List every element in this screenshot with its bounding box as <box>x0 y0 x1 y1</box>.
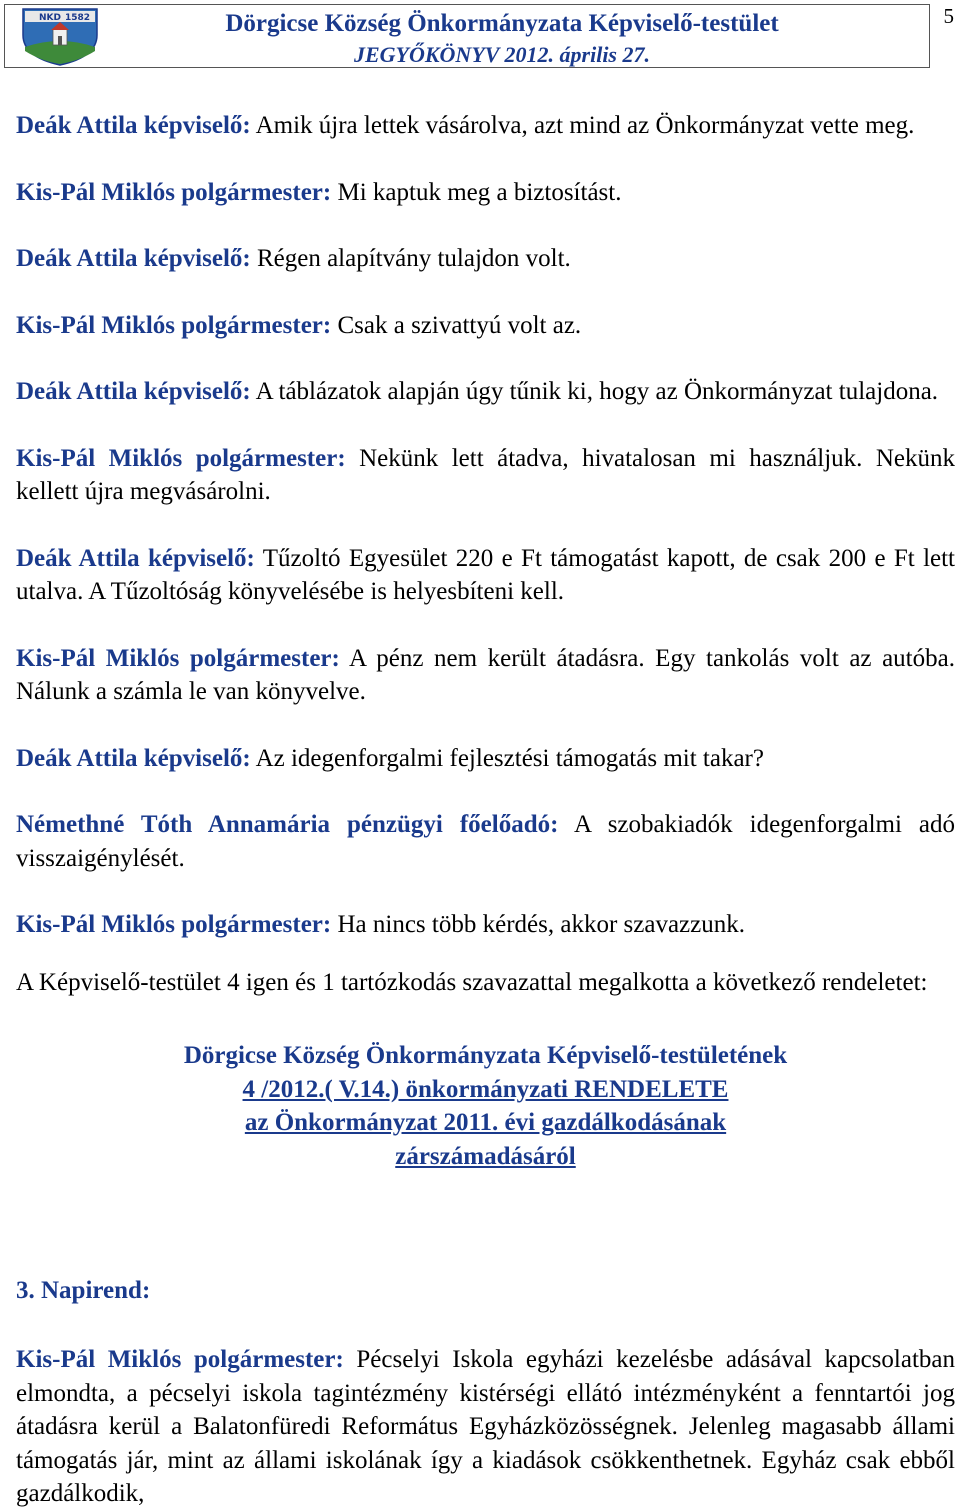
speech-text: A szobakiadók idegenforgalmi adó visszaigénylését. <box>16 811 955 872</box>
page-number: 5 <box>943 4 954 28</box>
speaker-name: Deák Attila képviselő: <box>16 245 251 272</box>
speech-text: A táblázatok alapján úgy tűnik ki, hogy az Önkormányzat tulajdona. <box>250 378 939 405</box>
minutes-paragraph <box>16 176 955 210</box>
document-header-subtitle: JEGYŐKÖNYV 2012. április 27. <box>353 42 650 67</box>
final-paragraph-block <box>16 1343 955 1511</box>
speaker-name: Kis-Pál Miklós polgármester: <box>16 644 340 672</box>
minutes-paragraph <box>16 542 955 609</box>
speech-text: Az idegenforgalmi fejlesztési támogatás mit takar? <box>250 744 764 772</box>
minutes-paragraph <box>16 808 955 875</box>
ordinance-title-line: 4 /2012.( V.14.) önkormányzati RENDELETE <box>242 1075 729 1103</box>
document-header-title: Dörgicse Község Önkormányzata Képviselő-testület <box>225 10 779 37</box>
speaker-name: Némethné Tóth Annamária pénzügyi főelőadó: <box>16 811 559 838</box>
speech-text: Amik újra lettek vásárolva, azt mind az Önkormányzat vette meg. <box>250 112 915 139</box>
minutes-paragraph <box>16 442 955 509</box>
speaker-name: Deák Attila képviselő: <box>16 744 251 772</box>
minutes-paragraph <box>16 742 955 776</box>
speaker-name: Kis-Pál Miklós polgármester: <box>16 1346 344 1373</box>
speaker-name: Kis-Pál Miklós polgármester: <box>16 311 332 339</box>
speech-text: Ha nincs több kérdés, akkor szavazzunk. <box>331 911 745 938</box>
minutes-paragraph <box>16 1343 955 1511</box>
speaker-name: Deák Attila képviselő: <box>16 544 255 572</box>
speech-text: Csak a szivattyú volt az. <box>331 311 582 339</box>
speech-text: Tűzoltó Egyesület 220 e Ft támogatást kapott, de csak 200 e Ft lett utalva. A Tűzoltóság könyvelésébe is helyesbíteni kell. <box>16 544 955 605</box>
speaker-name: Kis-Pál Miklós polgármester: <box>16 911 332 938</box>
speech-text: A pénz nem került átadásra. Egy tankolás volt az autóba. Nálunk a számla le van könyvelve. <box>16 644 955 705</box>
ordinance-title <box>16 1039 955 1173</box>
speaker-name: Deák Attila képviselő: <box>16 112 251 139</box>
speech-text: Mi kaptuk meg a biztosítást. <box>331 178 622 206</box>
minutes-paragraph <box>16 242 955 276</box>
minutes-paragraph <box>16 309 955 343</box>
minutes-paragraph <box>16 642 955 709</box>
speech-text: Nekünk lett átadva, hivatalosan mi használjuk. Nekünk kellett újra megvásárolni. <box>16 444 956 505</box>
speaker-name: Kis-Pál Miklós polgármester: <box>16 444 346 472</box>
speaker-name: Kis-Pál Miklós polgármester: <box>16 178 332 206</box>
agenda-label: 3. Napirend: <box>16 1277 151 1304</box>
svg-text:1582: 1582 <box>65 13 91 23</box>
resolution-statement: A Képviselő-testület 4 igen és 1 tartózkodás szavazattal megalkotta a következő rendeletet: <box>16 968 928 996</box>
speaker-name: Deák Attila képviselő: <box>16 378 251 405</box>
speech-text: Pécselyi Iskola egyházi kezelésbe adásával kapcsolatban elmondta, a pécselyi iskola tagintézmény kistérségi ellátó intézményként a fenntartói jog átadásra kerül a Balatonfüredi Református Egyházközösségnek. Jelenleg magasabb állami támogatás jár, mint az állami iskolának így a kiadások csökkenthetnek. Egyház csak ebből gazdálkodik, <box>16 1346 955 1507</box>
minutes-paragraph <box>16 375 955 409</box>
svg-text:NKD: NKD <box>39 13 61 23</box>
ordinance-title-line: zárszámadásáról <box>395 1142 576 1170</box>
speech-text: Régen alapítvány tulajdon volt. <box>250 245 571 272</box>
minutes-paragraph <box>16 908 955 942</box>
ordinance-title-line: Dörgicse Község Önkormányzata Képviselő-testületének <box>183 1042 788 1069</box>
minutes-paragraph <box>16 109 955 143</box>
document-header <box>4 4 930 68</box>
ordinance-title-line: az Önkormányzat 2011. évi gazdálkodásának <box>244 1109 727 1136</box>
minutes-body <box>16 109 955 1173</box>
